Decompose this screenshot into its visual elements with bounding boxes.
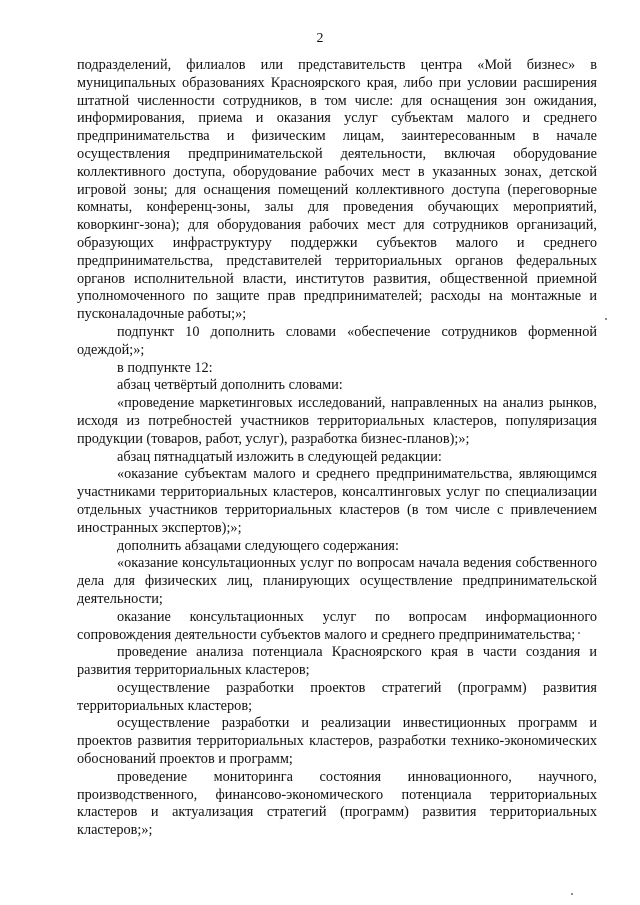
scan-speck <box>571 893 573 895</box>
paragraph: проведение мониторинга состояния инновационного, научного, производственного, финансово-экономического потенциала территориальных кластеров и актуализация стратегий (программ) развития территориальных кластеров;»; <box>77 768 597 839</box>
paragraph: «оказание субъектам малого и среднего предпринимательства, являющимся участниками территориальных кластеров, консалтинговых услуг по специализации отдельных участников территориальных кластеров (в том числе с привлечением иностранных экспертов);»; <box>77 466 597 536</box>
paragraph: оказание консультационных услуг по вопросам информационного сопровождения деятельности субъектов малого и среднего предпринимательства; <box>77 608 597 643</box>
paragraph: проведение анализа потенциала Красноярского края в части создания и развития территориальных кластеров; <box>77 644 597 679</box>
paragraph: осуществление разработки и реализации инвестиционных программ и проектов развития территориальных кластеров, разработки технико-экономических обоснований проектов и программ; <box>77 715 597 768</box>
scan-speck <box>605 318 607 320</box>
paragraph: абзац пятнадцатый изложить в следующей редакции: <box>117 448 442 465</box>
paragraph: подпункт 10 дополнить словами «обеспечение сотрудников форменной одеждой;»; <box>77 323 597 358</box>
page-number: 2 <box>316 31 324 46</box>
document-body <box>77 57 597 840</box>
paragraph: подразделений, филиалов или представительств центра «Мой бизнес» в муниципальных образованиях Красноярского края, либо при условии расширения штатной численности сотрудников, в том числе: для оснащения зон ожидания, информирования, приема и оказания услуг субъектам малого и среднего предпринимательства и физическим лицам, заинтересованным в начале осуществления предпринимательской деятельности, включая оборудование коллективного доступа, оборудование рабочих мест в указанных зонах, детской игровой зоны; для оснащения помещений коллективного доступа (переговорные комнаты, конференц-зоны, залы для проведения обучающих мероприятий, коворкинг-зона); для оборудования рабочих мест для сотрудников организаций, образующих инфраструктуру поддержки субъектов малого и среднего предпринимательства, представителей территориальных органов федеральных органов исполнительной власти, институтов развития, общественной приемной уполномоченного по защите прав предпринимателей; расходы на монтажные и пусконаладочные работы;»; <box>77 57 597 323</box>
paragraph: дополнить абзацами следующего содержания: <box>117 537 399 554</box>
paragraph: «оказание консультационных услуг по вопросам начала ведения собственного дела для физических лиц, планирующих осуществление предпринимательской деятельности; <box>77 555 597 607</box>
paragraph: в подпункте 12: <box>117 359 213 376</box>
paragraph: осуществление разработки проектов стратегий (программ) развития территориальных кластеров; <box>77 679 597 714</box>
paragraph: абзац четвёртый дополнить словами: <box>117 377 343 394</box>
paragraph: «проведение маркетинговых исследований, направленных на анализ рынков, исходя из потребностей участников территориальных кластеров, популяризация продукции (товаров, работ, услуг), разработка бизнес-планов);»; <box>77 395 597 447</box>
scan-speck <box>578 632 580 634</box>
